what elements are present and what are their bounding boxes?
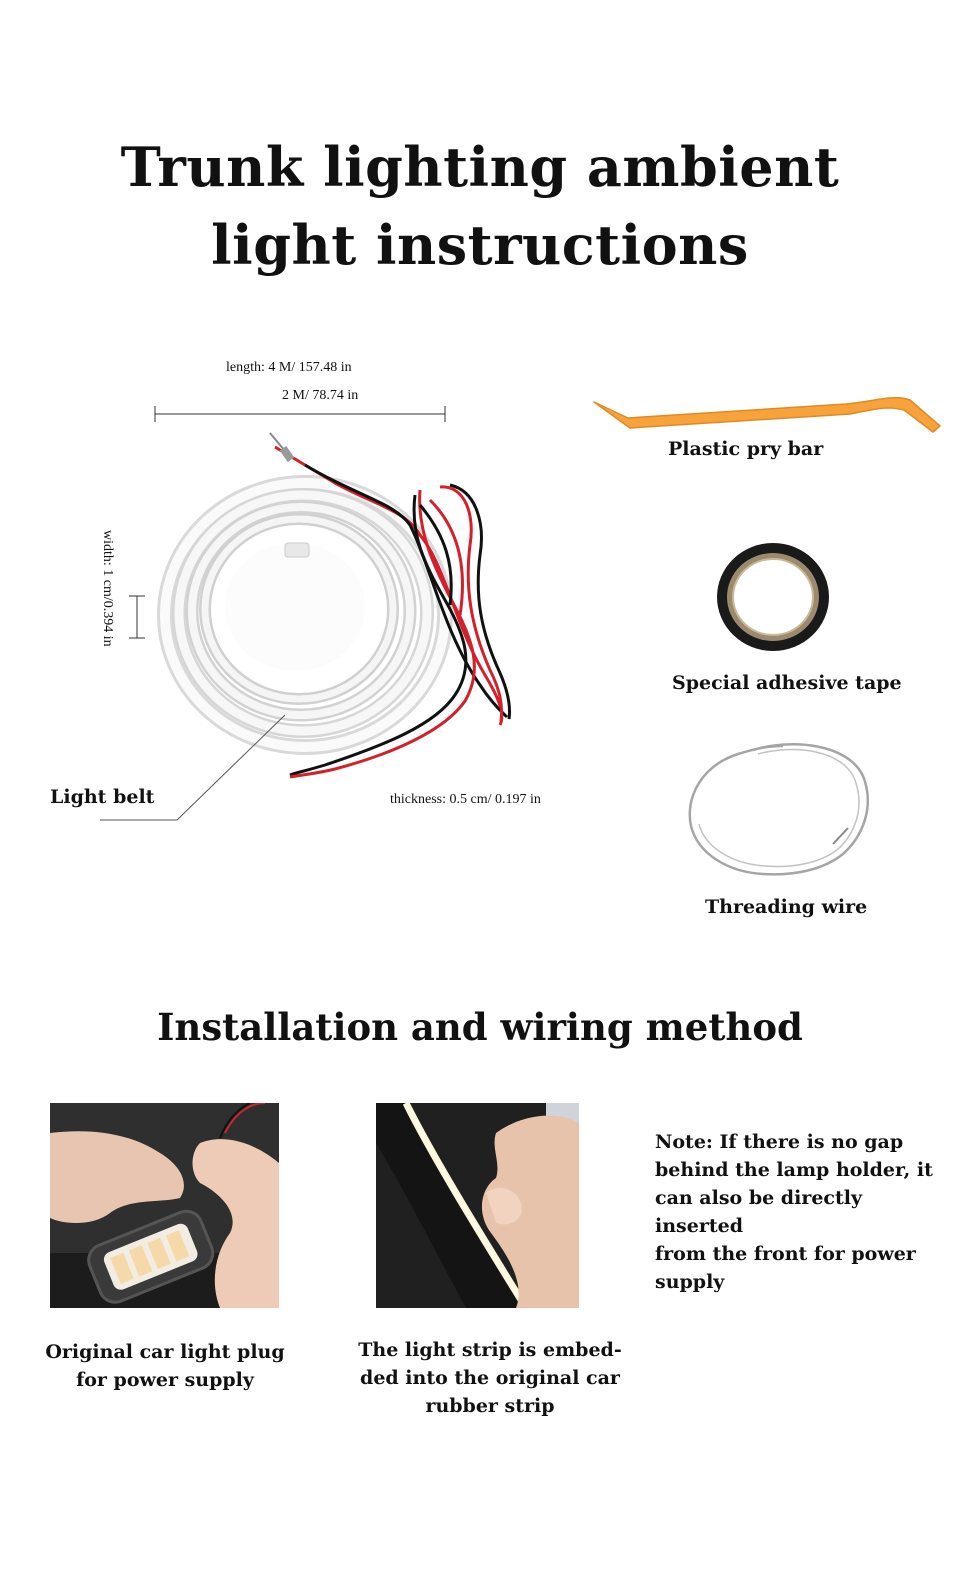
caption-line: ded into the original car	[360, 1367, 620, 1389]
length-label: length: 4 M/ 157.48 in	[226, 360, 352, 375]
rubber-strip-photo-illustration	[376, 1103, 579, 1308]
caption-line: Original car light plug	[45, 1341, 285, 1363]
caption-line: The light strip is embed-	[358, 1339, 622, 1361]
accessory-label-threading-wire: Threading wire	[705, 896, 868, 918]
installation-note	[655, 1128, 955, 1296]
note-line: can also be directly inserted	[655, 1187, 863, 1237]
note-line: Note: If there is no gap	[655, 1131, 904, 1153]
width-dimension-line	[126, 592, 148, 642]
note-line: from the front for power	[655, 1243, 916, 1265]
plug-photo-illustration	[50, 1103, 279, 1308]
thickness-label: thickness: 0.5 cm/ 0.197 in	[390, 792, 541, 807]
caption-line: rubber strip	[425, 1395, 555, 1417]
note-line: supply	[655, 1271, 725, 1293]
note-line: behind the lamp holder, it	[655, 1159, 933, 1181]
length-alt-label: 2 M/ 78.74 in	[282, 388, 359, 403]
installation-section-title: Installation and wiring method	[157, 1005, 803, 1049]
wire-loop-icon	[683, 736, 878, 881]
light-belt-label: Light belt	[50, 786, 155, 808]
accessory-label-tape: Special adhesive tape	[672, 672, 902, 694]
page-title: Trunk lighting ambient light instructions	[120, 135, 840, 277]
tape-roll-icon	[712, 538, 834, 656]
accessory-label-pry-bar: Plastic pry bar	[668, 438, 824, 460]
length-dimension-line	[150, 400, 450, 424]
step-caption-plug	[30, 1338, 300, 1394]
rubber-strip-photo	[376, 1103, 579, 1308]
pry-bar-icon	[588, 388, 948, 444]
caption-line: for power supply	[76, 1369, 254, 1391]
light-belt-leader-line	[95, 710, 295, 830]
width-label: width: 1 cm/0.394 in	[100, 530, 115, 647]
plug-photo	[50, 1103, 279, 1308]
step-caption-rubber-strip	[345, 1336, 635, 1420]
